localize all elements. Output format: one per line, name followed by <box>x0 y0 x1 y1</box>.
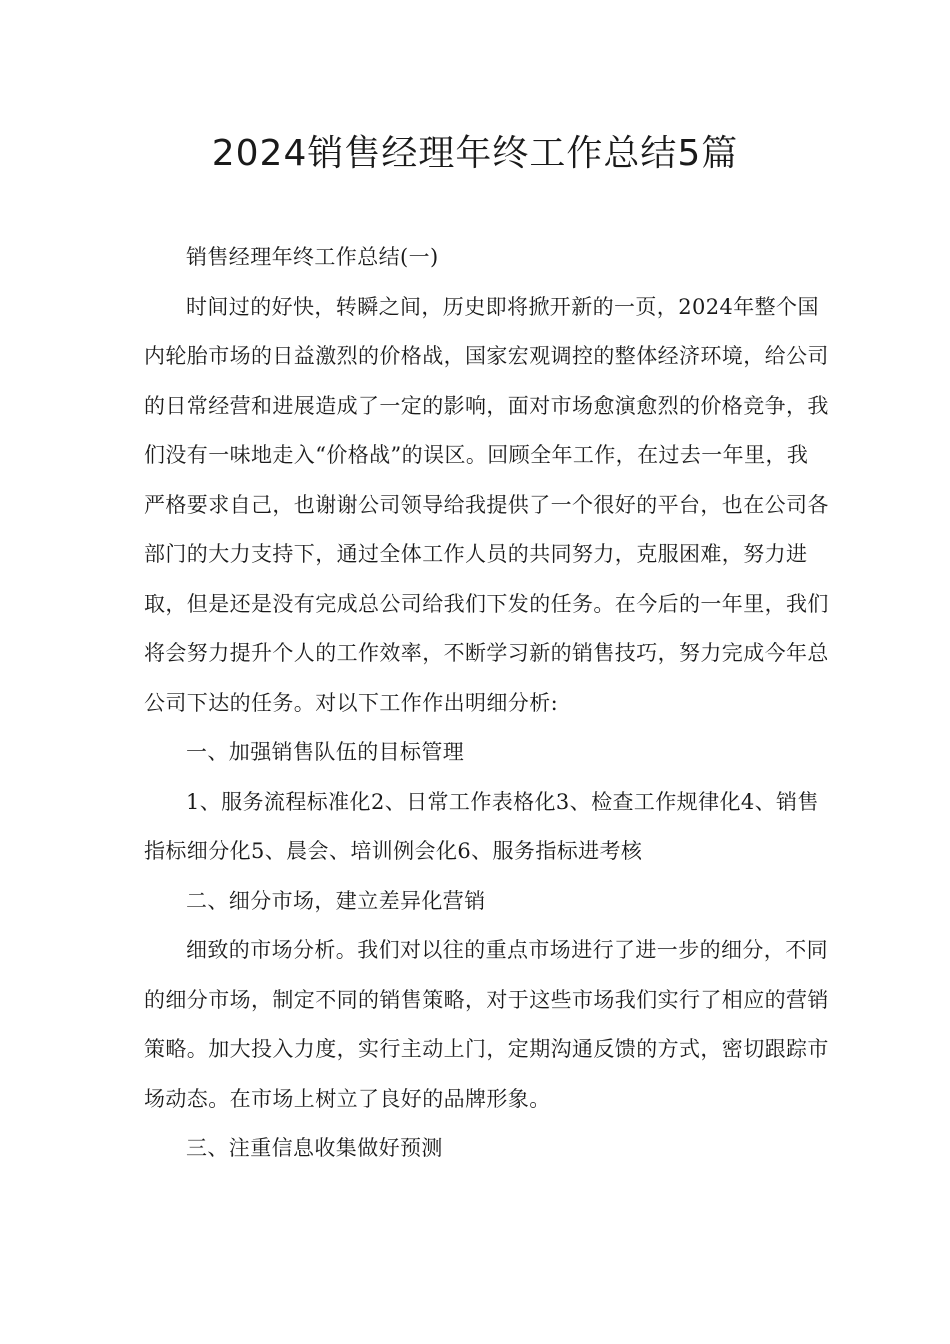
section-2-paragraph: 细致的市场分析。我们对以往的重点市场进行了进一步的细分，不同的细分市场，制定不同的销售策略，对于这些市场我们实行了相应的营销策略。加大投入力度，实行主动上门，定期沟通反馈的方式，密切跟踪市场动态。在市场上树立了良好的品牌形象。 <box>144 938 829 1111</box>
section-heading-1: 一、加强销售队伍的目标管理 <box>186 740 465 764</box>
section-heading-2: 二、细分市场，建立差异化营销 <box>186 888 486 913</box>
document-body <box>144 233 829 1174</box>
subtitle-paragraph: 销售经理年终工作总结(一) <box>186 245 439 269</box>
document-title: 2024销售经理年终工作总结5篇 <box>211 133 739 174</box>
section-heading-3: 三、注重信息收集做好预测 <box>186 1136 443 1160</box>
intro-paragraph: 时间过的好快，转瞬之间，历史即将掀开新的一页，2024年整个国内轮胎市场的日益激烈的价格战，国家宏观调控的整体经济环境，给公司的日常经营和进展造成了一定的影响，面对市场愈演愈烈的价格竞争，我们没有一味地走入“价格战”的误区。回顾全年工作，在过去一年里，我严格要求自己，也谢谢公司领导给我提供了一个很好的平台，也在公司各部门的大力支持下，通过全体工作人员的共同努力，克服困难，努力进取，但是还是没有完成总公司给我们下发的任务。在今后的一年里，我们将会努力提升个人的工作效率，不断学习新的销售技巧，努力完成今年总公司下达的任务。对以下工作作出明细分析: <box>144 294 829 715</box>
section-1-paragraph: 1、服务流程标准化2、日常工作表格化3、检查工作规律化4、销售指标细分化5、晨会、培训例会化6、服务指标进考核 <box>144 789 819 863</box>
